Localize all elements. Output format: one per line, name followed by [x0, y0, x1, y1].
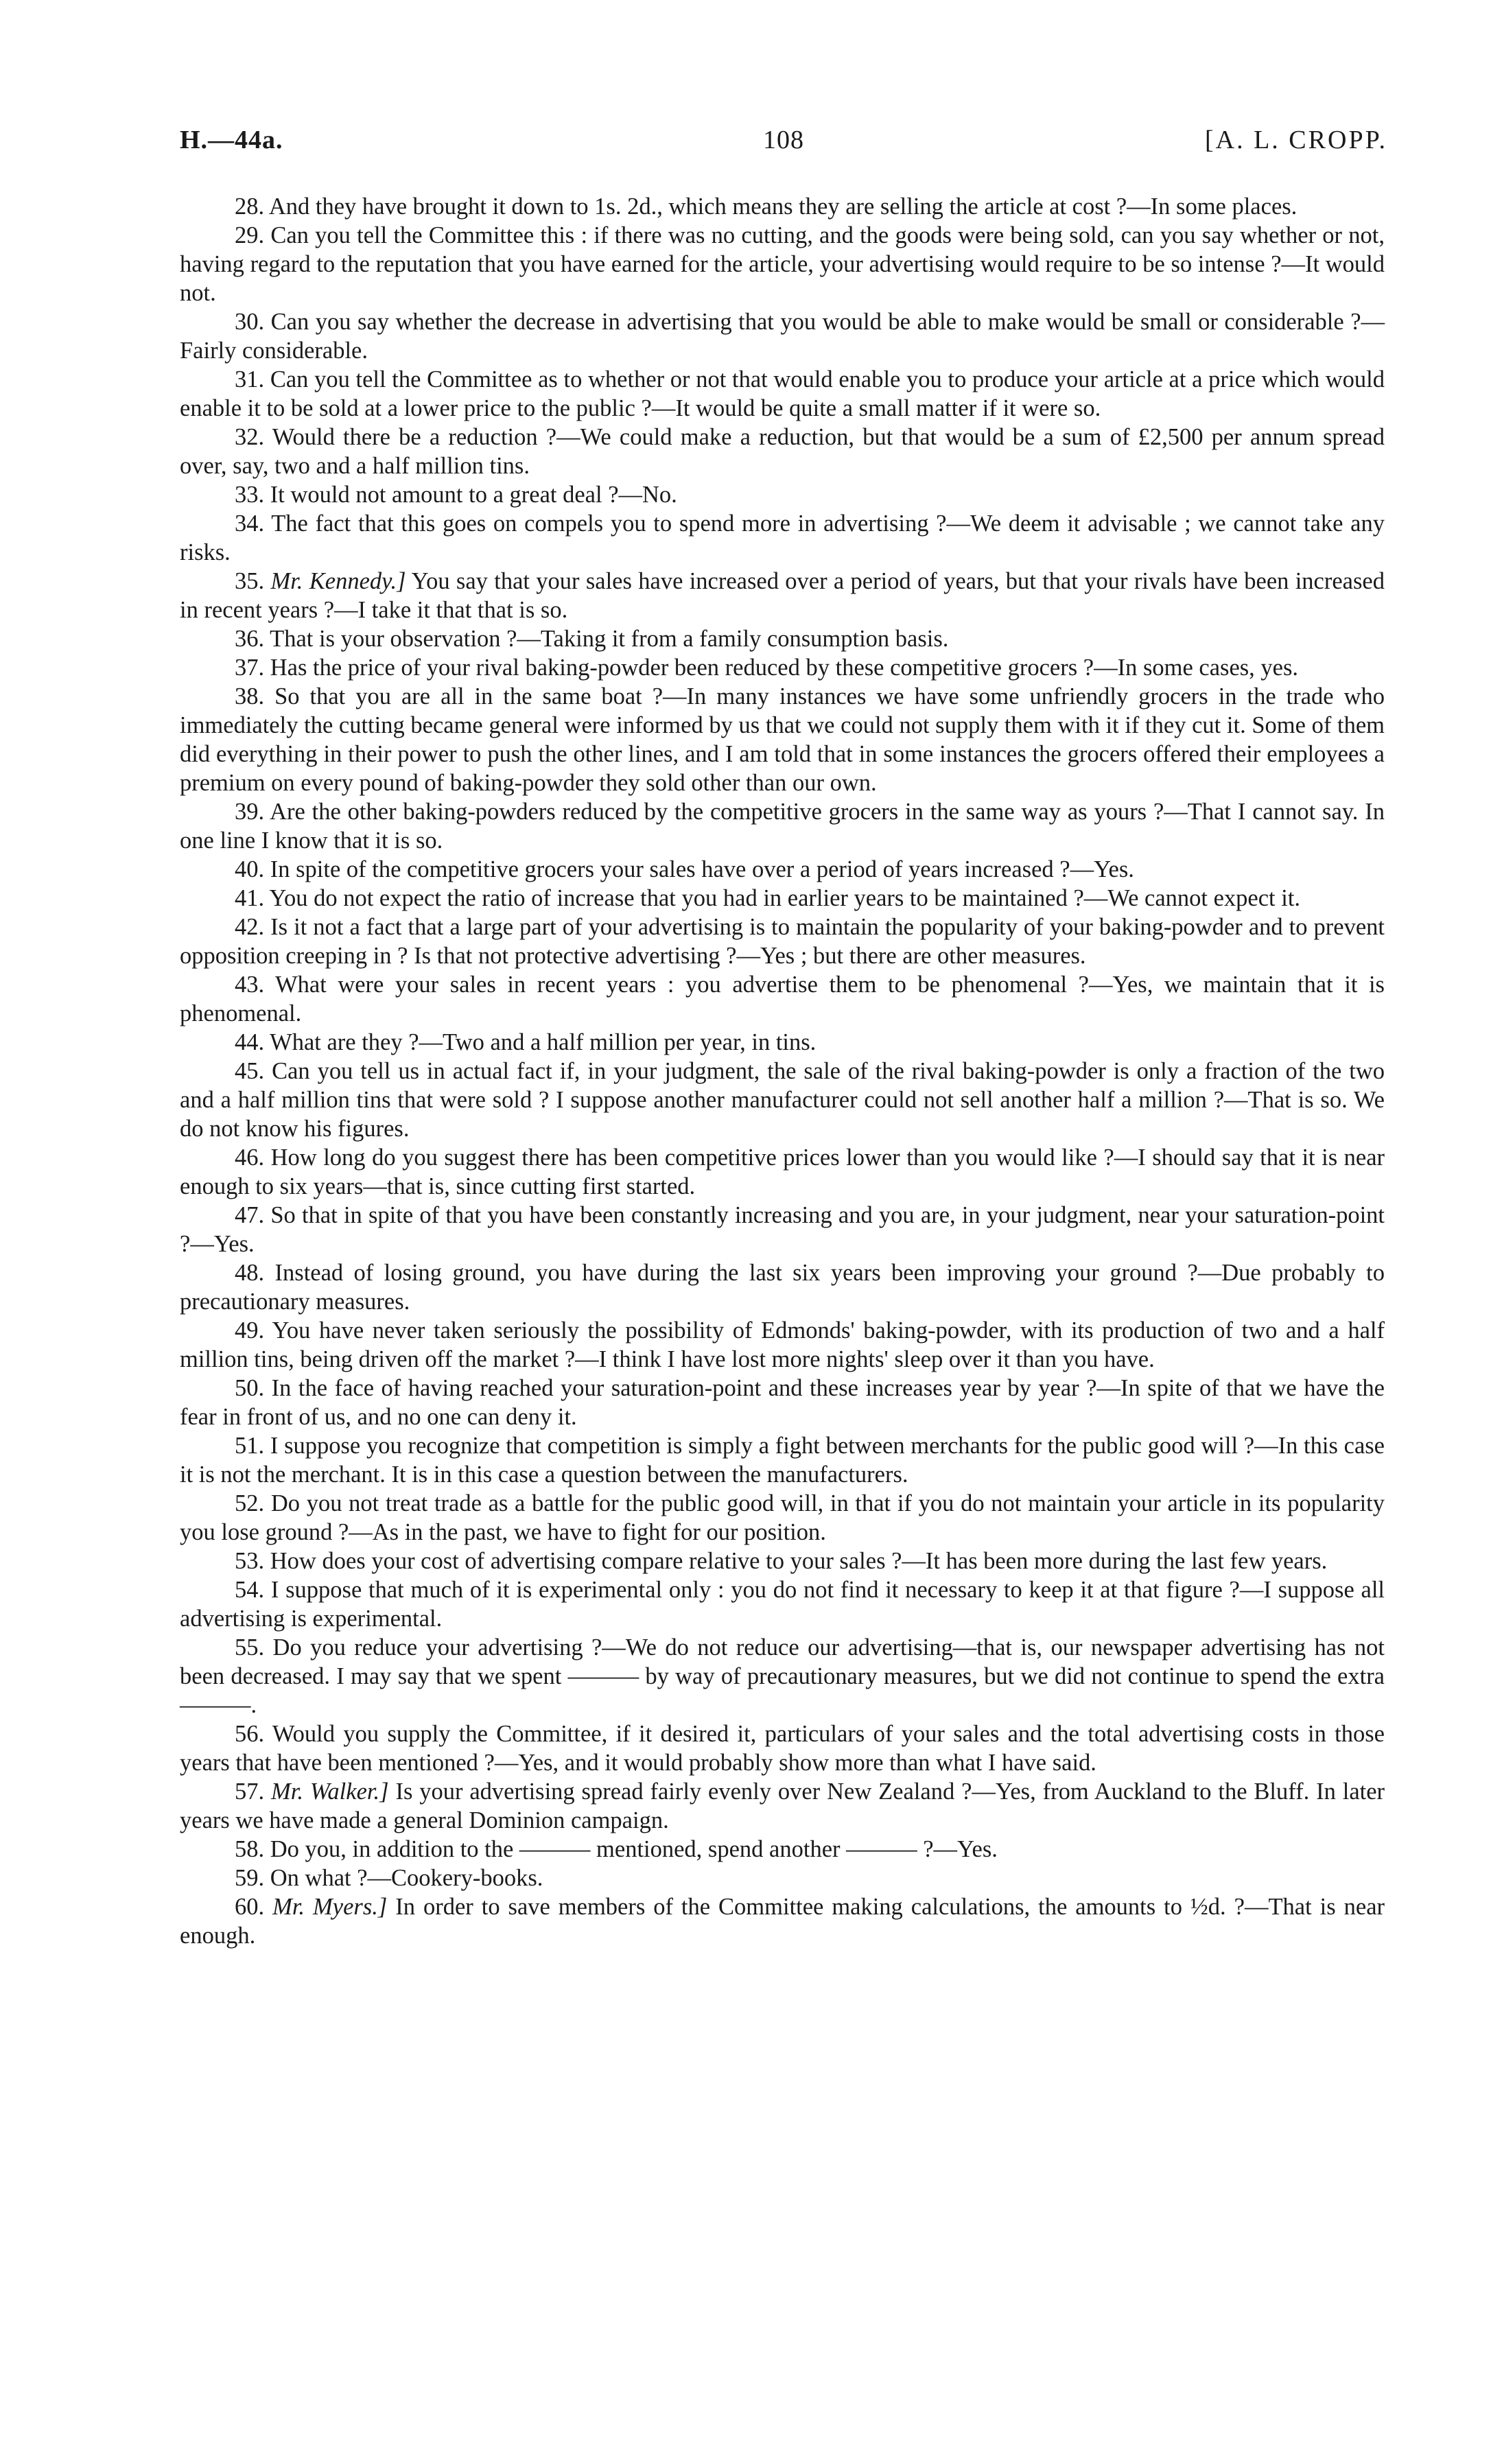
- question-text: Are the other baking-powders reduced by the competitive grocers in the same way as yours ?—That I cannot say. In one line I know that it is so.: [180, 799, 1385, 854]
- question-number: 43.: [235, 972, 265, 998]
- question-text: What are they ?—Two and a half million per year, in tins.: [270, 1029, 817, 1055]
- question-number: 51.: [235, 1433, 265, 1459]
- question-number: 31.: [235, 366, 265, 392]
- question-number: 41.: [235, 885, 265, 911]
- witness-name: [A. L. CROPP.: [1205, 126, 1387, 154]
- question-paragraph: [180, 567, 1385, 624]
- question-paragraph: [180, 1720, 1385, 1777]
- question-paragraph: [180, 1143, 1385, 1201]
- page-number: 108: [763, 126, 804, 154]
- question-paragraph: [180, 1201, 1385, 1258]
- question-number: 29.: [235, 222, 265, 248]
- question-text: In order to save members of the Committee making calculations, the amounts to ½d. ?—That is near enough.: [180, 1894, 1385, 1949]
- question-text: So that you are all in the same boat ?—In many instances we have some unfriendly grocers in the trade who immediately the cutting became general were informed by us that we could not supply them with it if they cut it. Some of them did everything in their power to push the other lines, and I am told that in some instances the grocers offered their employees a premium on every pound of baking-powder they sold other than our own.: [180, 683, 1385, 796]
- question-text: The fact that this goes on compels you to spend more in advertising ?—We deem it advisable ; we cannot take any risks.: [180, 511, 1385, 565]
- question-paragraph: [180, 509, 1385, 567]
- question-text: Do you, in addition to the ——— mentioned, spend another ——— ?—Yes.: [270, 1836, 998, 1862]
- question-number: 45.: [235, 1058, 265, 1084]
- question-number: 48.: [235, 1260, 265, 1286]
- question-paragraph: [180, 1633, 1385, 1720]
- question-paragraph: [180, 1028, 1385, 1057]
- question-paragraph: [180, 624, 1385, 653]
- question-number: 50.: [235, 1375, 265, 1401]
- speaker-name: Mr. Walker.]: [271, 1779, 389, 1805]
- question-text: In spite of the competitive grocers your sales have over a period of years increased ?—Yes.: [270, 856, 1134, 882]
- question-number: 57.: [235, 1779, 265, 1805]
- question-paragraph: [180, 221, 1385, 307]
- question-text: And they have brought it down to 1s. 2d., which means they are selling the article at cost ?—In some places.: [268, 193, 1298, 220]
- question-text: Can you tell us in actual fact if, in your judgment, the sale of the rival baking-powder is only a fraction of the two and a half million tins that were sold ? I suppose another manufacturer could not sell another half a million ?—That is so. We do not know his figures.: [180, 1058, 1385, 1142]
- question-number: 28.: [235, 193, 265, 220]
- question-paragraph: [180, 682, 1385, 797]
- question-number: 36.: [235, 626, 265, 652]
- question-text: Is your advertising spread fairly evenly over New Zealand ?—Yes, from Auckland to the Bluff. In later years we have made a general Dominion campaign.: [180, 1779, 1385, 1833]
- question-paragraph: [180, 855, 1385, 884]
- question-number: 60.: [235, 1894, 265, 1920]
- question-text: Can you say whether the decrease in advertising that you would be able to make would be small or considerable ?—Fairly considerable.: [180, 309, 1385, 364]
- question-text: Instead of losing ground, you have during the last six years been improving your ground ?—Due probably to precautionary measures.: [180, 1260, 1385, 1315]
- question-paragraph: [180, 192, 1385, 221]
- question-text: It would not amount to a great deal ?—No.: [270, 482, 677, 508]
- question-text: You have never taken seriously the possibility of Edmonds' baking-powder, with its production of two and a half million tins, being driven off the market ?—I think I have lost more nights' sleep over it than you have.: [180, 1317, 1385, 1372]
- question-paragraph: [180, 1489, 1385, 1547]
- question-paragraph: [180, 1864, 1385, 1892]
- question-number: 33.: [235, 482, 265, 508]
- question-paragraph: [180, 1431, 1385, 1489]
- question-text: That is your observation ?—Taking it from a family consumption basis.: [270, 626, 949, 652]
- question-text: Do you reduce your advertising ?—We do not reduce our advertising—that is, our newspaper advertising has not been decreased. I may say that we spent ——— by way of precautionary measures, but we did not continue to spend the extra ———.: [180, 1634, 1385, 1718]
- question-paragraph: [180, 1374, 1385, 1431]
- question-paragraph: [180, 307, 1385, 365]
- question-text: What were your sales in recent years : you advertise them to be phenomenal ?—Yes, we maintain that it is phenomenal.: [180, 972, 1385, 1026]
- question-paragraph: [180, 1777, 1385, 1835]
- question-paragraph: [180, 797, 1385, 855]
- question-text: So that in spite of that you have been constantly increasing and you are, in your judgment, near your saturation-point ?—Yes.: [180, 1202, 1385, 1257]
- question-text: You do not expect the ratio of increase that you had in earlier years to be maintained ?—We cannot expect it.: [269, 885, 1301, 911]
- question-text: Has the price of your rival baking-powder been reduced by these competitive grocers ?—In some cases, yes.: [270, 655, 1299, 681]
- question-number: 56.: [235, 1721, 265, 1747]
- question-number: 59.: [235, 1865, 265, 1891]
- speaker-name: Mr. Myers.]: [272, 1894, 388, 1920]
- question-paragraph: [180, 1892, 1385, 1950]
- question-text: Do you not treat trade as a battle for the public good will, in that if you do not maintain your article in its popularity you lose ground ?—As in the past, we have to fight for our position.: [180, 1490, 1385, 1545]
- question-number: 30.: [235, 309, 265, 335]
- question-number: 53.: [235, 1548, 265, 1574]
- question-paragraph: [180, 1575, 1385, 1633]
- question-paragraph: [180, 423, 1385, 480]
- question-number: 58.: [235, 1836, 265, 1862]
- question-text: On what ?—Cookery-books.: [270, 1865, 543, 1891]
- question-number: 37.: [235, 655, 265, 681]
- question-text: In the face of having reached your saturation-point and these increases year by year ?—In spite of that we have the fear in front of us, and no one can deny it.: [180, 1375, 1385, 1430]
- question-paragraph: [180, 884, 1385, 913]
- question-number: 44.: [235, 1029, 265, 1055]
- question-paragraph: [180, 365, 1385, 423]
- question-paragraph: [180, 653, 1385, 682]
- question-number: 49.: [235, 1317, 265, 1344]
- page-header: [180, 125, 1387, 166]
- question-text: How does your cost of advertising compare relative to your sales ?—It has been more during the last few years.: [270, 1548, 1328, 1574]
- question-number: 34.: [235, 511, 265, 537]
- question-text: Would you supply the Committee, if it desired it, particulars of your sales and the total advertising costs in those years that have been mentioned ?—Yes, and it would probably show more than what I have said.: [180, 1721, 1385, 1776]
- question-paragraph: [180, 480, 1385, 509]
- question-paragraph: [180, 1057, 1385, 1143]
- question-number: 38.: [235, 683, 265, 709]
- question-number: 52.: [235, 1490, 265, 1516]
- question-text: Is it not a fact that a large part of your advertising is to maintain the popularity of your baking-powder and to prevent opposition creeping in ? Is that not protective advertising ?—Yes ; but there are other measures.: [180, 914, 1385, 969]
- question-paragraph: [180, 970, 1385, 1028]
- question-number: 47.: [235, 1202, 265, 1228]
- question-number: 40.: [235, 856, 265, 882]
- question-text: Can you tell the Committee this : if there was no cutting, and the goods were being sold, can you say whether or not, having regard to the reputation that you have earned for the article, your advertising would require to be so intense ?—It would not.: [180, 222, 1385, 306]
- question-number: 55.: [235, 1634, 265, 1661]
- speaker-name: Mr. Kennedy.]: [270, 568, 406, 594]
- question-number: 46.: [235, 1145, 265, 1171]
- question-paragraph: [180, 913, 1385, 970]
- question-paragraph: [180, 1258, 1385, 1316]
- question-text: I suppose that much of it is experimental only : you do not find it necessary to keep it at that figure ?—I suppose all advertising is experimental.: [180, 1577, 1385, 1632]
- question-text: Would there be a reduction ?—We could make a reduction, but that would be a sum of £2,500 per annum spread over, say, two and a half million tins.: [180, 424, 1385, 479]
- question-text: Can you tell the Committee as to whether or not that would enable you to produce your article at a price which would enable it to be sold at a lower price to the public ?—It would be quite a small matter if it were so.: [180, 366, 1385, 421]
- question-text: I suppose you recognize that competition is simply a fight between merchants for the public good will ?—In this case it is not the merchant. It is in this case a question between the manufacturers.: [180, 1433, 1385, 1488]
- question-text: You say that your sales have increased over a period of years, but that your rivals have been increased in recent years ?—I take it that that is so.: [180, 568, 1385, 623]
- question-number: 42.: [235, 914, 265, 940]
- paper-reference: H.—44a.: [180, 126, 283, 154]
- question-paragraph: [180, 1547, 1385, 1575]
- question-number: 32.: [235, 424, 265, 450]
- question-number: 35.: [235, 568, 265, 594]
- question-number: 39.: [235, 799, 265, 825]
- question-paragraph: [180, 1835, 1385, 1864]
- question-number: 54.: [235, 1577, 265, 1603]
- question-text: How long do you suggest there has been competitive prices lower than you would like ?—I should say that it is near enough to six years—that is, since cutting first started.: [180, 1145, 1385, 1199]
- evidence-transcript: [180, 192, 1385, 1950]
- question-paragraph: [180, 1316, 1385, 1374]
